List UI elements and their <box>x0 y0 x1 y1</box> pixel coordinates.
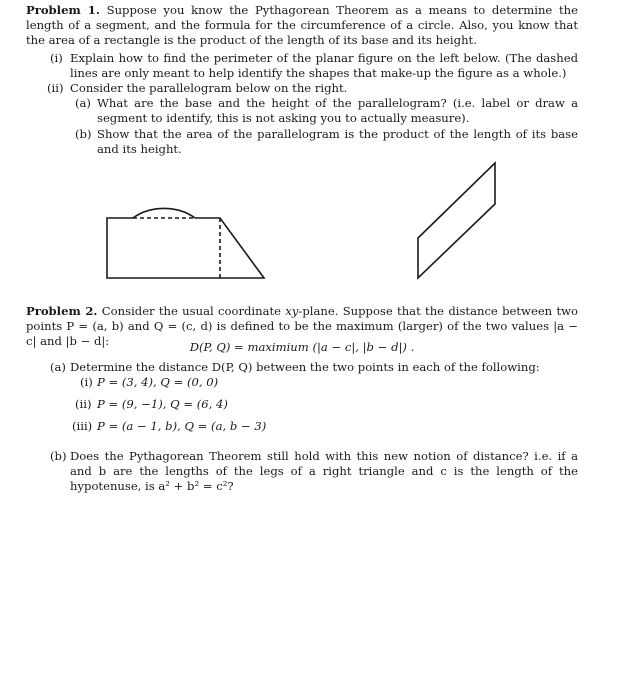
case-iii <box>72 419 472 434</box>
problem2-intro-xy: xy <box>285 304 299 318</box>
case-text: P = (3, 4), Q = (0, 0) <box>97 375 219 389</box>
case-ii <box>75 397 475 412</box>
subitem-text: What are the base and the height of the parallelogram? (i.e. label or draw a segment to identify, this is not asking you to actually measure). <box>97 96 578 125</box>
case-label: (iii) <box>72 419 93 433</box>
part-text: Does the Pythagorean Theorem still hold with this new notion of distance? i.e. if a and b are the lengths of the legs of a right triangle and c is the length of the hypotenuse, is a² + b² = c²? <box>70 449 578 493</box>
parallelogram <box>418 163 495 278</box>
case-label: (i) <box>80 375 93 389</box>
rectangle-outline <box>107 218 220 278</box>
problem1-heading: Problem 1. <box>26 3 100 17</box>
part-text: Determine the distance D(P, Q) between the two points in each of the following: <box>70 360 540 374</box>
problem1-intro-text: Suppose you know the Pythagorean Theorem as a means to determine the length of a segment, and the formula for the circumference of a circle. Also, you know that the area of a rectangle is the product of the length of its base and its height. <box>26 3 579 47</box>
distance-formula: D(P, Q) = maximium (|a − c|, |b − d|) . <box>189 340 415 354</box>
problem2-part-a <box>50 360 578 375</box>
item-label: (i) <box>50 51 63 65</box>
case-text: P = (a − 1, b), Q = (a, b − 3) <box>97 419 267 433</box>
item-text: Explain how to find the perimeter of the planar figure on the left below. (The dashed lines are only meant to help identify the shapes that make-up the figure as a whole.) <box>70 51 578 80</box>
problem2-part-b <box>50 449 578 494</box>
subitem-text: Show that the area of the parallelogram is the product of the length of its base and its height. <box>97 127 578 156</box>
right-triangle <box>195 218 264 278</box>
subitem-label: (b) <box>75 127 92 141</box>
composite-figure <box>107 208 264 278</box>
case-i <box>80 375 480 390</box>
item-text: Consider the parallelogram below on the right. <box>70 81 348 95</box>
case-label: (ii) <box>75 397 92 411</box>
item-label: (ii) <box>47 81 64 95</box>
part-label: (a) <box>50 360 66 374</box>
problem2-intro-a: Consider the usual coordinate <box>101 304 286 318</box>
problem2-heading: Problem 2. <box>26 304 98 318</box>
case-text: P = (9, −1), Q = (6, 4) <box>97 397 228 411</box>
problem2-intro-b: -plane. Suppose that the distance between two points P = (a, b) and Q = (c, d) is defined to be the maximum (larger) of the two values |a − c| and |b − d|: <box>26 304 579 348</box>
semicircle-arc <box>133 208 195 218</box>
subitem-label: (a) <box>75 96 91 110</box>
part-label: (b) <box>50 449 67 463</box>
